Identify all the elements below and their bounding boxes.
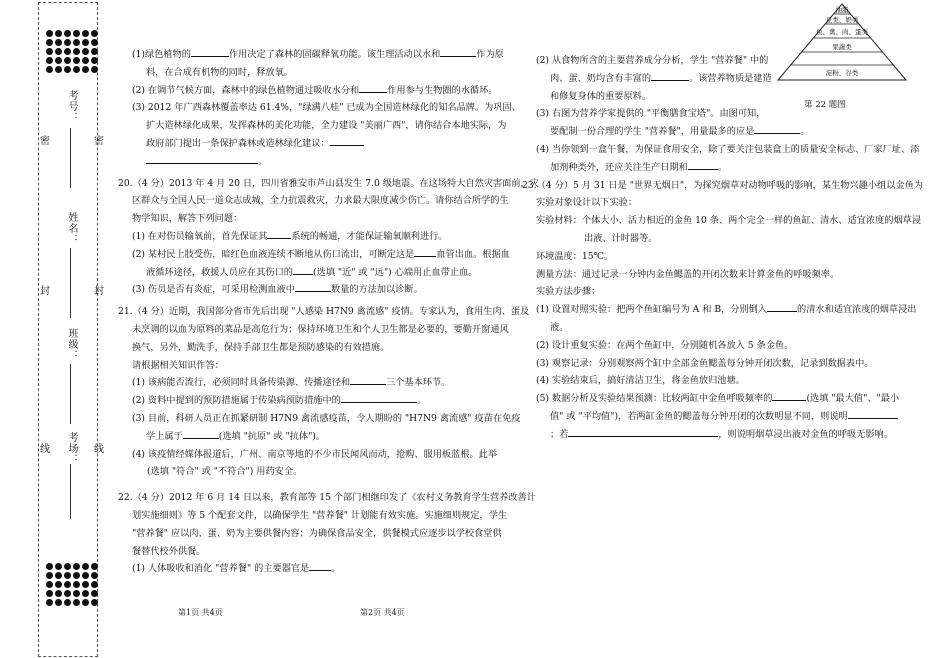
seal-mi-left: 密 bbox=[40, 136, 50, 147]
page-footer-2: 第2页 共4页 bbox=[360, 608, 405, 617]
seal-feng-right: 封 bbox=[94, 286, 104, 297]
q19-3-cont2: 政府部门提出一条保护森林或造林绿化建议： bbox=[118, 135, 518, 153]
seal-mi-right: 密 bbox=[94, 136, 104, 147]
room-label: 考场： bbox=[66, 432, 77, 465]
figure-caption: 第 22 题图 bbox=[804, 100, 846, 110]
q21-2: (2) 资料中提到的预防措施属于传染病预防措施中的 。 bbox=[118, 392, 518, 410]
pyramid-level-3: 鱼、禽、肉、蛋类 bbox=[816, 28, 868, 36]
seal-xian-right: 线 bbox=[94, 444, 104, 455]
page-footer-1: 第1页 共4页 bbox=[178, 608, 223, 617]
q23-stem-cont: 实验对象设计以下实验： bbox=[536, 197, 638, 209]
q19-1-cont: 料，在合成有机物的同时，释放氧。 bbox=[146, 66, 293, 78]
q22-1: (1) 人体吸收和消化 "营养餐" 的主要器官是 。 bbox=[118, 560, 518, 578]
food-pyramid-figure bbox=[776, 2, 908, 82]
q23-step5-cont2: ；若 ，则说明烟草浸出液对金鱼的呼吸无影响。 bbox=[522, 426, 937, 444]
q20-stem-cont2: 物学知识，解答下列问题： bbox=[132, 213, 243, 225]
class-line bbox=[70, 364, 71, 424]
seal-feng-left: 封 bbox=[40, 286, 50, 297]
q23-materials-cont: 出液、计时器等。 bbox=[584, 232, 658, 244]
q19-3-cont: 扩大造林绿化成果，发挥森林的美化功能，全力建设 "美丽广西"，请你结合本地实际，为 bbox=[146, 120, 507, 132]
q22-stem: 22.（4 分）2012 年 6 月 14 日以来，教育部等 15 个部门相继印发了《农村义务教育学生营养改善计 bbox=[118, 492, 536, 504]
q23-temperature: 环境温度：15℃。 bbox=[536, 250, 614, 262]
q22-2: (2) 从食物所含的主要营养成分分析，学生 "营养餐" 中的 bbox=[536, 55, 769, 66]
q19-2-line: (2) 在调节气候方面，森林中的绿色植物通过吸收水分和 作用参与生物圈的水循环。 bbox=[118, 82, 518, 100]
pyramid-level-5: 淀粉、谷类 bbox=[825, 69, 859, 77]
q21-4-cont: (选填 "符合" 或 "不符合") 用药安全。 bbox=[147, 466, 303, 478]
q22-4-cont: 加剂种类外，还应关注生产日期和 。 bbox=[522, 159, 937, 177]
exam-number-line bbox=[70, 128, 71, 188]
name-line bbox=[70, 248, 71, 318]
exam-number-label: 考号： bbox=[66, 90, 77, 123]
q21-3: (3) 目前，科研人员正在抓紧研制 H7N9 禽流感疫苗，令人期盼的 "H7N9 禽流感" 疫苗在免疫 bbox=[132, 412, 521, 424]
q22-stem-cont3: 餐替代校外供餐。 bbox=[132, 545, 206, 557]
q22-3-cont: 要配制一份合理的学生 "营养餐"，用量最多的应是 。 bbox=[522, 123, 937, 141]
room-line bbox=[70, 464, 71, 519]
q22-2-cont2: 和修复身体的重要原料。 bbox=[550, 90, 652, 102]
q22-2-cont: 肉、蛋、奶均含有丰富的 。该营养物质是建造 bbox=[522, 70, 937, 88]
q23-step3: (3) 观察记录：分别观察两个缸中全部金鱼鳃盖每分钟开闭次数，记录到数据表中。 bbox=[536, 357, 874, 369]
q23-steps-title: 实验方法步骤： bbox=[536, 286, 601, 298]
q20-2-cont: 液循环途径，救援人员应在其伤口的 (选填 "近" 或 "远") 心端用止血带止血。 bbox=[118, 264, 518, 282]
q20-3: (3) 伤员是否有炎症，可采用检测血液中 数量的方法加以诊断。 bbox=[118, 281, 518, 299]
q23-step1-cont: 液。 bbox=[550, 321, 569, 333]
pyramid-level-2: 豆类、奶类 bbox=[825, 16, 859, 24]
q23-materials: 实验材料：个体大小、活力相近的金鱼 10 条、两个完全一样的鱼缸、清水、适宜浓度的烟草浸 bbox=[536, 215, 922, 227]
pyramid-level-4: 果蔬类 bbox=[832, 43, 852, 51]
q22-4: (4) 当你领到一盒午餐，为保证食用安全，除了要关注包装盒上的质量安全标志、厂家厂址、添 bbox=[536, 143, 920, 155]
class-label: 班级： bbox=[66, 328, 77, 361]
q23-step4: (4) 实验结束后，搞好清洁卫生，将金鱼放归池塘。 bbox=[536, 375, 745, 387]
q22-stem-cont: 划实施细则》等 5 个配套文件，以确保学生 "营养餐" 计划能有效实施。实施细则规定，学生 bbox=[132, 509, 508, 521]
q23-step1: (1) 设置对照实验：把两个鱼缸编号为 A 和 B，分别倒入 的清水和适宜浓度的烟草浸出 bbox=[522, 301, 937, 319]
q23-method: 测量方法：通过记录一分钟内金鱼鳃盖的开闭次数来计算金鱼的呼吸频率。 bbox=[536, 268, 840, 280]
q20-stem-cont: 区群众与全国人民一道众志成城，全力抗震救灾，力求最大限度减少伤亡。请你结合所学的生 bbox=[132, 195, 509, 207]
q21-3-cont: 学上属于 (选填 "抗原" 或 "抗体")。 bbox=[118, 428, 518, 446]
q19-1-line: (1)绿色植物的 作用决定了森林的固碳释氧功能。该生理活动以水和 作为原 bbox=[118, 46, 518, 64]
q21-stem: 21.（4 分）近期，我国部分省市先后出现 "人感染 H7N9 禽流感" 疫情。专家认为，食用生肉、蛋及 bbox=[118, 306, 530, 318]
q20-stem: 20.（4 分）2013 年 4 月 20 日，四川省雅安市芦山县发生 7.0 级地震。在这场特大自然灾害面前，灾 bbox=[118, 177, 539, 189]
pyramid-level-1: 油脂 bbox=[835, 6, 849, 14]
q21-stem-cont2: 换气，另外，勤洗手，保持手部卫生都是预防感染的有效措施。 bbox=[132, 341, 390, 353]
q23-step2: (2) 设计重复实验：在两个鱼缸中，分别随机各放入 5 条金鱼。 bbox=[536, 339, 794, 351]
q21-4: (4) 该疫情经媒体报道后，广州、南京等地的不少市民闻风而动，抢购、服用板蓝根。此举 bbox=[132, 448, 498, 460]
q23-step5: (5) 数据分析及实验结果预测：比较两缸中金鱼呼吸频率的 (选填 "最大值"、"最小 bbox=[522, 390, 937, 408]
qr-marker-bottom bbox=[46, 563, 98, 606]
q23-stem: 23.（4 分）5 月 31 日是 "世界无烟日"，为探究烟草对动物呼吸的影响，某生物兴趣小组以金鱼为 bbox=[522, 179, 923, 191]
qr-marker-top bbox=[46, 30, 98, 73]
q20-1: (1) 在对伤员输氧前，首先保证其 系统的畅通，才能保证输氧顺利进行。 bbox=[118, 228, 518, 246]
name-label: 姓名： bbox=[66, 212, 77, 245]
q21-prompt: 请根据相关知识作答： bbox=[132, 359, 224, 371]
q21-1: (1) 该病能否流行，必须同时具备传染源、传播途径和 三个基本环节。 bbox=[118, 374, 518, 392]
q20-2: (2) 某村民上肢受伤，暗红色血液连续不断地从伤口流出，可断定这是 血管出血。根据血 bbox=[118, 246, 518, 264]
q22-stem-cont2: "营养餐" 应以肉、蛋、奶为主要供餐内容；为确保食品安全，供餐模式应逐步以学校食堂供 bbox=[132, 527, 502, 539]
q22-3: (3) 右图为营养学家提供的 "平衡膳食宝塔"。由图可知， bbox=[536, 108, 766, 120]
q19-3-answer: 。 bbox=[118, 153, 518, 171]
q19-3-line: (3) 2012 年广西森林覆盖率达 61.4%，"绿满八桂" 已成为全国造林绿化的知名品牌。为巩固、 bbox=[132, 102, 521, 114]
right-column bbox=[522, 52, 937, 444]
seal-xian-left: 线 bbox=[40, 444, 50, 455]
q23-step5-cont: 值" 或 "平均值")，若两缸金鱼的鳃盖每分钟开闭的次数明显不同，则说明 bbox=[522, 408, 937, 426]
q21-stem-cont: 未烹调的以血为原料的菜品是高危行为；保持环境卫生和个人卫生都是必要的，要勤开窗通风 bbox=[132, 323, 509, 335]
left-column bbox=[118, 46, 539, 578]
